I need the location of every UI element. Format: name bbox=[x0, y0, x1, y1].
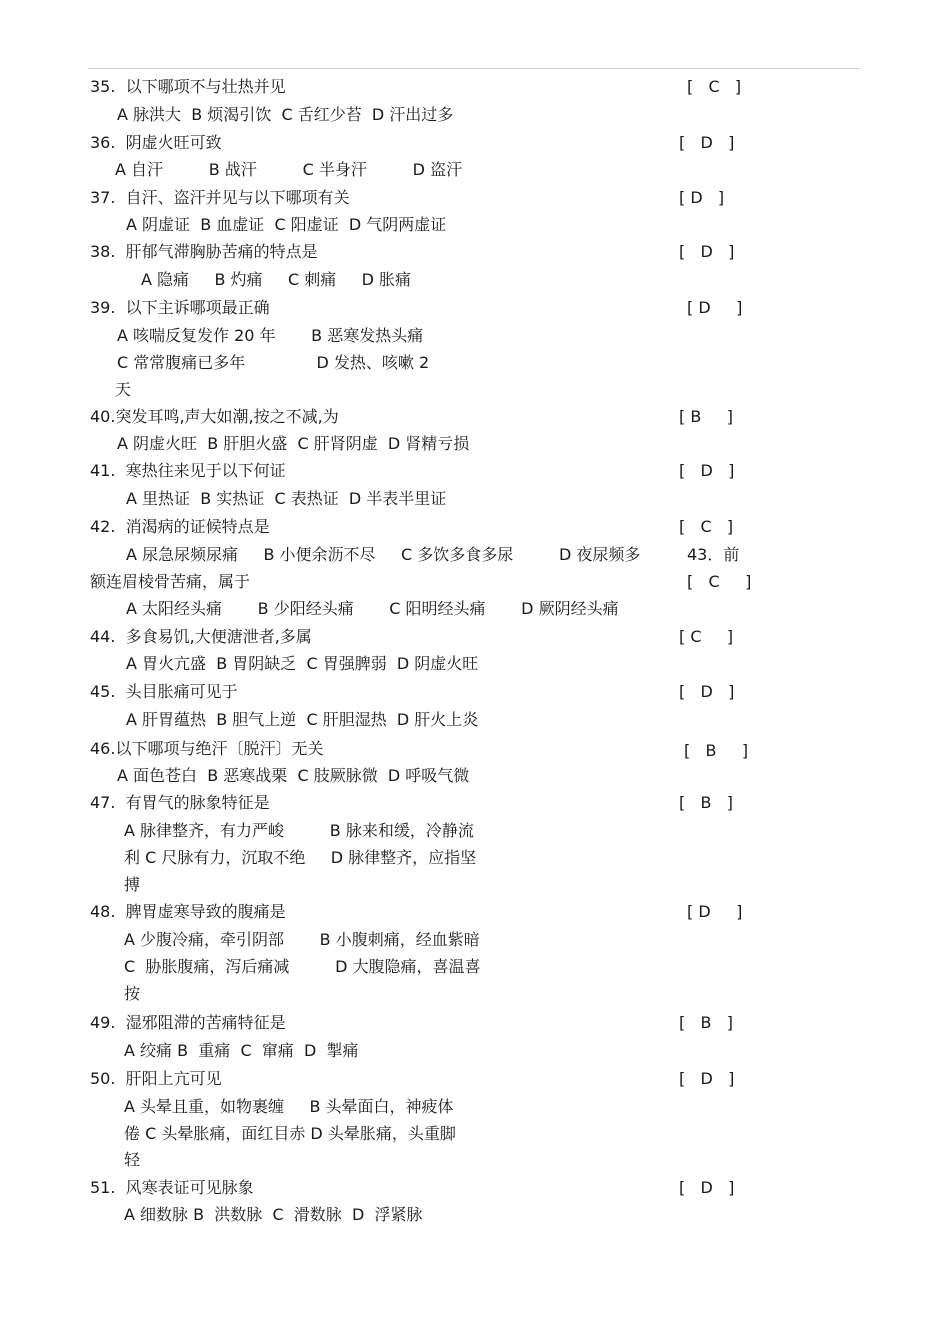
answer-40: [ B ] bbox=[679, 407, 733, 426]
options-47-line2: 利 C 尺脉有力，沉取不绝 D 脉律整齐，应指坚 bbox=[124, 848, 477, 867]
options-48-line2: C 胁胀腹痛，泻后痛减 D 大腹隐痛，喜温喜 bbox=[124, 957, 481, 976]
answer-48: [ D ] bbox=[687, 902, 743, 921]
options-40: A 阴虚火旺 B 肝胆火盛 C 肝肾阴虚 D 肾精亏损 bbox=[117, 434, 470, 453]
options-48-line1: A 少腹冷痛，牵引阴部 B 小腹刺痛，经血紫暗 bbox=[124, 930, 480, 949]
options-51: A 细数脉 B 洪数脉 C 滑数脉 D 浮紧脉 bbox=[124, 1205, 423, 1224]
answer-46: [ B ] bbox=[684, 741, 749, 760]
question-49: 49. 湿邪阻滞的苦痛特征是 bbox=[90, 1013, 286, 1032]
question-45: 45. 头目胀痛可见于 bbox=[90, 682, 238, 701]
answer-47: [ B ] bbox=[679, 793, 733, 812]
answer-39: [ D ] bbox=[687, 298, 743, 317]
options-50-line1: A 头晕且重，如物裹缠 B 头晕面白，神疲体 bbox=[124, 1097, 454, 1116]
question-41: 41. 寒热往来见于以下何证 bbox=[90, 461, 286, 480]
options-41: A 里热证 B 实热证 C 表热证 D 半表半里证 bbox=[126, 489, 447, 508]
options-50-line3: 轻 bbox=[124, 1150, 141, 1169]
question-51: 51. 风寒表证可见脉象 bbox=[90, 1178, 254, 1197]
question-43-number: 43．前 bbox=[687, 545, 740, 564]
question-43: 额连眉棱骨苦痛，属于 bbox=[90, 572, 251, 591]
options-47-line3: 搏 bbox=[124, 875, 141, 894]
answer-38: [ D ] bbox=[679, 242, 735, 261]
options-39-line1: A 咳喘反复发作 20 年 B 恶寒发热头痛 bbox=[117, 326, 424, 345]
options-39-line2: C 常常腹痛已多年 D 发热、咳嗽 2 bbox=[117, 353, 430, 372]
options-35: A 脉洪大 B 烦渴引饮 C 舌红少苔 D 汗出过多 bbox=[117, 105, 454, 124]
options-43: A 太阳经头痛 B 少阳经头痛 C 阳明经头痛 D 厥阴经头痛 bbox=[126, 599, 619, 618]
question-44: 44. 多食易饥,大便溏泄者,多属 bbox=[90, 627, 312, 646]
answer-50: [ D ] bbox=[679, 1069, 735, 1088]
question-48: 48. 脾胃虚寒导致的腹痛是 bbox=[90, 902, 286, 921]
options-39-line3: 天 bbox=[115, 380, 132, 399]
answer-36: [ D ] bbox=[679, 133, 735, 152]
options-49: A 绞痛 B 重痛 C 窜痛 D 掣痛 bbox=[124, 1041, 359, 1060]
options-38: A 隐痛 B 灼痛 C 刺痛 D 胀痛 bbox=[141, 270, 412, 289]
options-50-line2: 倦 C 头晕胀痛，面红目赤 D 头晕胀痛，头重脚 bbox=[124, 1124, 456, 1143]
options-47-line1: A 脉律整齐，有力严峻 B 脉来和缓，冷静流 bbox=[124, 821, 474, 840]
answer-42: [ C ] bbox=[679, 517, 734, 536]
answer-44: [ C ] bbox=[679, 627, 734, 646]
question-50: 50. 肝阳上亢可见 bbox=[90, 1069, 222, 1088]
options-36: A 自汗 B 战汗 C 半身汗 D 盗汗 bbox=[115, 160, 463, 179]
answer-45: [ D ] bbox=[679, 682, 735, 701]
question-37: 37. 自汗、盗汗并见与以下哪项有关 bbox=[90, 188, 350, 207]
question-46: 46.以下哪项与绝汗〔脱汗〕无关 bbox=[90, 739, 324, 758]
question-38: 38. 肝郁气滞胸胁苦痛的特点是 bbox=[90, 242, 318, 261]
options-42: A 尿急尿频尿痛 B 小便余沥不尽 C 多饮多食多尿 D 夜尿频多 bbox=[126, 545, 641, 564]
options-46: A 面色苍白 B 恶寒战栗 C 肢厥脉微 D 呼吸气微 bbox=[117, 766, 470, 785]
answer-35: [ C ] bbox=[687, 77, 742, 96]
options-37: A 阴虚证 B 血虚证 C 阳虚证 D 气阴两虚证 bbox=[126, 215, 447, 234]
header-rule bbox=[88, 68, 860, 69]
options-44: A 胃火亢盛 B 胃阴缺乏 C 胃强脾弱 D 阴虚火旺 bbox=[126, 654, 479, 673]
question-42: 42. 消渴病的证候特点是 bbox=[90, 517, 270, 536]
answer-43: [ C ] bbox=[687, 572, 752, 591]
answer-37: [ D ] bbox=[679, 188, 725, 207]
question-35: 35. 以下哪项不与壮热并见 bbox=[90, 77, 286, 96]
answer-51: [ D ] bbox=[679, 1178, 735, 1197]
question-39: 39. 以下主诉哪项最正确 bbox=[90, 298, 270, 317]
question-40: 40.突发耳鸣,声大如潮,按之不减,为 bbox=[90, 407, 339, 426]
answer-41: [ D ] bbox=[679, 461, 735, 480]
answer-49: [ B ] bbox=[679, 1013, 733, 1032]
question-47: 47. 有胃气的脉象特征是 bbox=[90, 793, 270, 812]
options-48-line3: 按 bbox=[124, 984, 141, 1003]
options-45: A 肝胃蕴热 B 胆气上逆 C 肝胆湿热 D 肝火上炎 bbox=[126, 710, 479, 729]
question-36: 36. 阴虚火旺可致 bbox=[90, 133, 222, 152]
